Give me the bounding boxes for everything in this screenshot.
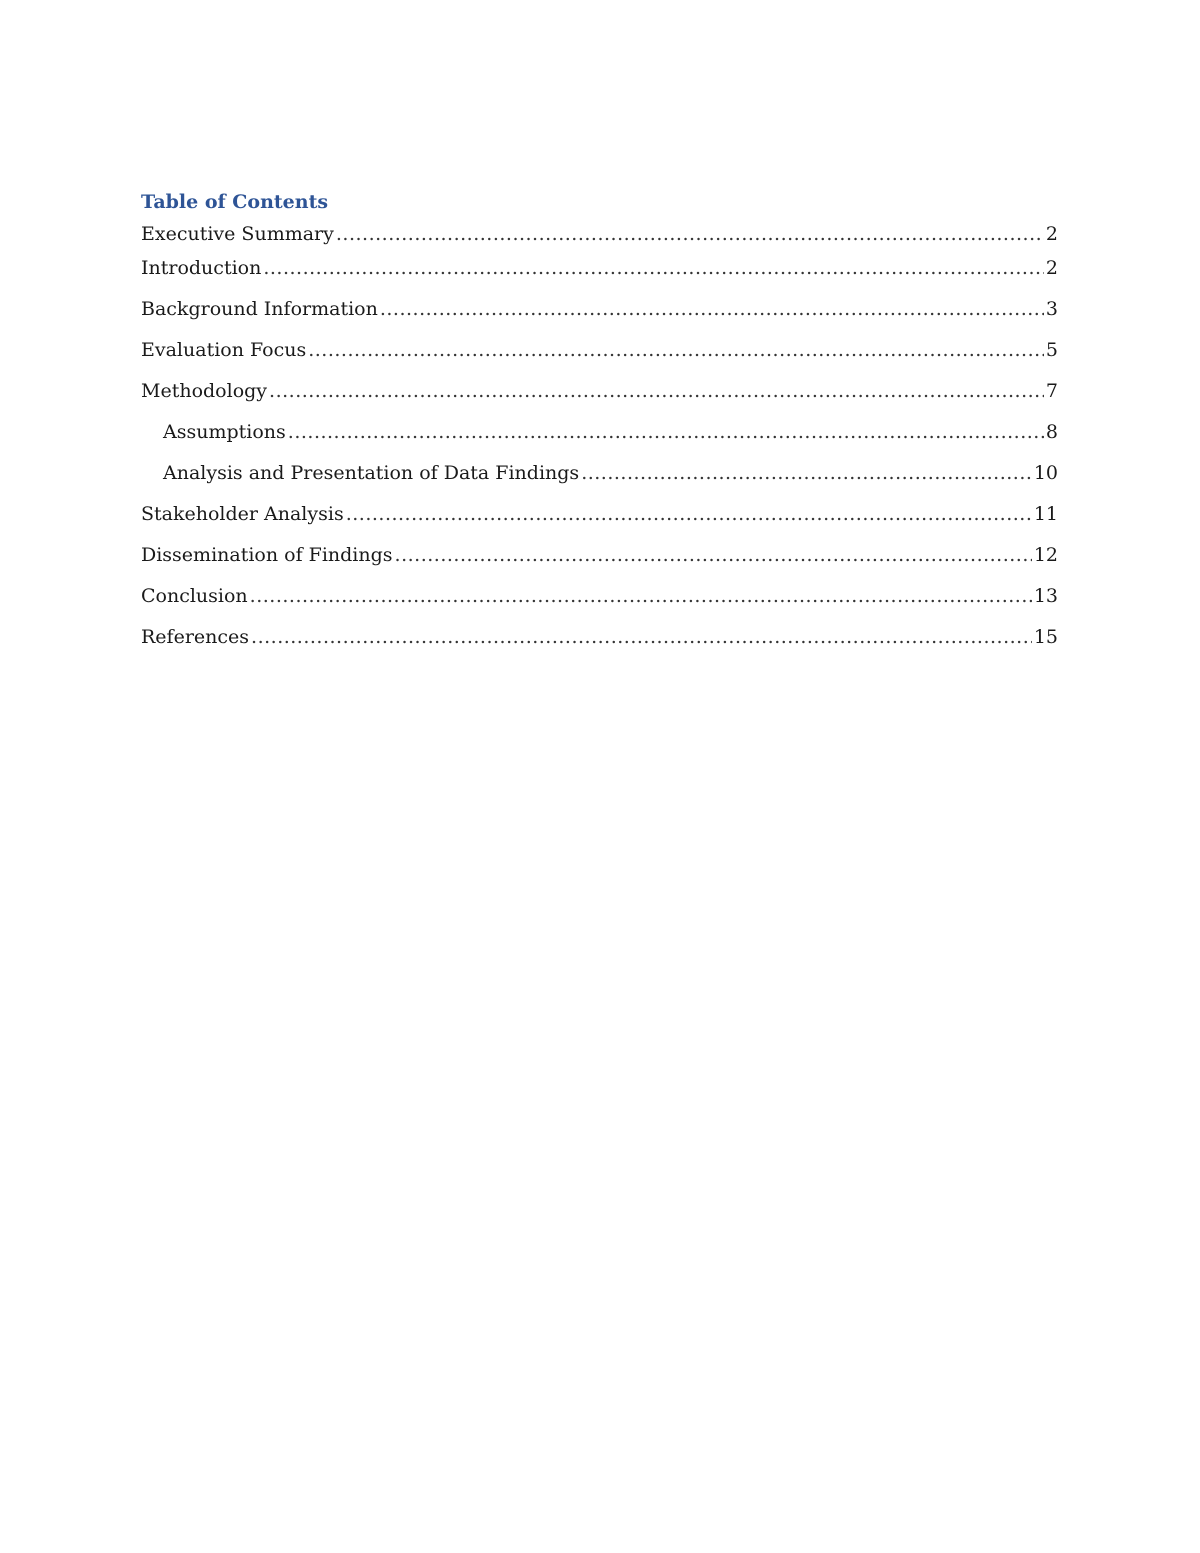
toc-entry-label: Assumptions [163,421,286,443]
toc-entry-page-number: 15 [1033,626,1058,648]
toc-dot-leader [251,617,1032,658]
toc-entry-label: Executive Summary [141,223,334,245]
toc-entry[interactable] [141,216,1058,248]
toc-dot-leader [380,289,1044,330]
toc-entry[interactable] [141,289,1058,330]
table-of-contents [141,188,1058,658]
toc-title: Table of Contents [141,191,329,213]
toc-entry[interactable] [141,494,1058,535]
toc-list [141,216,1058,658]
toc-entry-page-number: 8 [1045,421,1058,443]
toc-entry-page-number: 12 [1033,544,1058,566]
toc-entry-page-number: 3 [1045,298,1058,320]
toc-entry-label: Conclusion [141,585,248,607]
toc-dot-leader [336,216,1044,252]
toc-entry-label: Methodology [141,380,268,402]
toc-entry-label: Background Information [141,298,378,320]
toc-dot-leader [395,535,1032,576]
toc-dot-leader [250,576,1032,617]
toc-entry[interactable] [141,330,1058,371]
toc-entry[interactable] [141,412,1058,453]
toc-entry-label: Stakeholder Analysis [141,503,344,525]
toc-entry[interactable] [141,535,1058,576]
toc-entry[interactable] [141,371,1058,412]
toc-entry[interactable] [141,453,1058,494]
toc-dot-leader [269,371,1044,412]
toc-dot-leader [581,453,1032,494]
toc-entry-page-number: 7 [1045,380,1058,402]
toc-dot-leader [263,248,1044,289]
toc-entry[interactable] [141,617,1058,658]
toc-entry-label: Dissemination of Findings [141,544,393,566]
toc-dot-leader [346,494,1032,535]
toc-entry-page-number: 10 [1033,462,1058,484]
toc-entry[interactable] [141,576,1058,617]
toc-entry-page-number: 5 [1045,339,1058,361]
toc-entry-page-number: 13 [1033,585,1058,607]
toc-entry[interactable] [141,248,1058,289]
toc-entry-page-number: 11 [1033,503,1058,525]
toc-entry-label: Introduction [141,257,262,279]
toc-entry-label: Analysis and Presentation of Data Findings [163,462,580,484]
toc-entry-page-number: 2 [1045,223,1058,245]
toc-dot-leader [308,330,1044,371]
toc-entry-label: Evaluation Focus [141,339,307,361]
toc-entry-page-number: 2 [1045,257,1058,279]
toc-entry-label: References [141,626,250,648]
toc-dot-leader [288,412,1044,453]
